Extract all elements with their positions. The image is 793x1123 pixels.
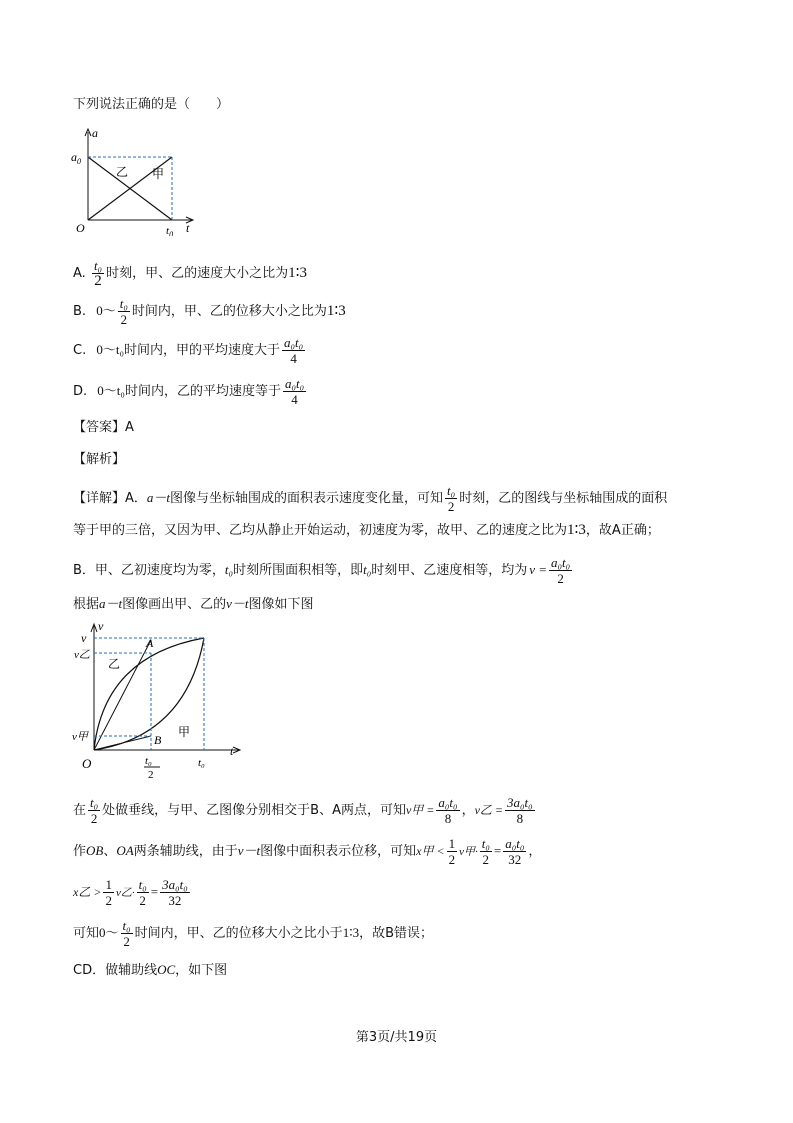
analysis-label: 【解析】	[73, 452, 126, 467]
detail-line-3: B．甲、乙初速度均为零，t₀时刻所围面积相等，即t₀时刻甲、乙速度相等，均为 v = $\frac{\text{a₀t₀}}{2}$	[73, 555, 571, 586]
option-c: C. 0～t₀时间内，甲的平均速度大于 $\frac{\text{a₀t₀}}{4}$	[73, 335, 304, 366]
fig2-x-half-num: t₀	[145, 755, 152, 767]
after-line-2: 作OB、OA两条辅助线，由于v－t图像中面积表示位移，可知x甲 < $\frac{1}{2}$ v甲· $\frac{\text{t₀}}{2}$ = $\frac{\text{a₀t₀}}{32}$ ，	[73, 836, 542, 867]
fig1-x-axis-label: t	[186, 221, 190, 235]
detail-line-4: 根据a－t图像画出甲、乙的v－t图像如下图	[73, 596, 314, 612]
page-footer: 第3页/共19页	[355, 1030, 438, 1045]
option-d: D. 0～t₀时间内，乙的平均速度等于 $\frac{\text{a₀t₀}}{4}$	[73, 376, 305, 407]
fig2-v-t-graph	[68, 618, 248, 778]
fig1-x-tick: $t_0$	[166, 225, 174, 236]
fig2-y-axis-label: v	[98, 619, 104, 633]
fig2-v-jia: v甲	[72, 731, 88, 743]
fig2-v-yi: v乙	[74, 649, 90, 661]
after-line-1: 在 $\frac{\text{t₀}}{2}$ 处做垂线，与甲、乙图像分别相交于B、A两点，可知v甲 = $\frac{\text{a₀t₀}}{8}$ ，v乙 = $\frac{\text{3a₀t₀}}{8}$	[73, 795, 533, 826]
fig1-y-axis-label: a	[92, 126, 98, 140]
fig2-point-b: B	[154, 733, 162, 747]
question-stem: 下列说法正确的是（ ）	[73, 97, 230, 112]
fig2-label-yi: 乙	[108, 657, 121, 671]
after-line-5: CD．做辅助线OC，如下图	[73, 962, 228, 978]
fig1-origin: O	[76, 221, 85, 235]
fig1-a-t-graph	[68, 126, 198, 236]
fig2-label-jia: 甲	[178, 725, 191, 739]
fig1-label-yi: 乙	[116, 165, 129, 179]
fig2-origin: O	[82, 756, 92, 771]
after-line-4: 可知0～ $\frac{\text{t₀}}{2}$ 时间内，甲、乙的位移大小之比小于1∶3，故B错误；	[73, 918, 433, 949]
fig2-x-axis-label: t	[230, 744, 234, 758]
fig2-x-half-den: 2	[148, 769, 154, 778]
fig1-y-tick: $a_0$	[71, 150, 81, 166]
option-a: A. $\frac{\text{t₀}}{2}$ 时刻，甲、乙的速度大小之比为1∶3	[73, 258, 307, 289]
option-b: B. 0～ $\frac{\text{t₀}}{2}$ 时间内，甲、乙的位移大小之比为1∶3	[73, 296, 346, 327]
fig2-v-top: v	[81, 631, 87, 645]
answer-label: 【答案】A	[73, 420, 134, 435]
detail-line-1: 【详解】A．a－t图像与坐标轴围成的面积表示速度变化量，可知 $\frac{\text{t₀}}{2}$ 时刻，乙的图线与坐标轴围成的面积	[73, 483, 668, 514]
fig2-x-t0: t₀	[198, 757, 205, 769]
detail-line-2: 等于甲的三倍，又因为甲、乙均从静止开始运动，初速度为零，故甲、乙的速度之比为1∶3，故A正确；	[73, 522, 660, 538]
after-line-3: x乙 > $\frac{1}{2}$ v乙· $\frac{\text{t₀}}{2}$ = $\frac{\text{3a₀t₀}}{32}$	[73, 877, 188, 908]
fig2-point-a: A	[146, 636, 154, 650]
fig1-label-jia: 甲	[152, 167, 165, 181]
